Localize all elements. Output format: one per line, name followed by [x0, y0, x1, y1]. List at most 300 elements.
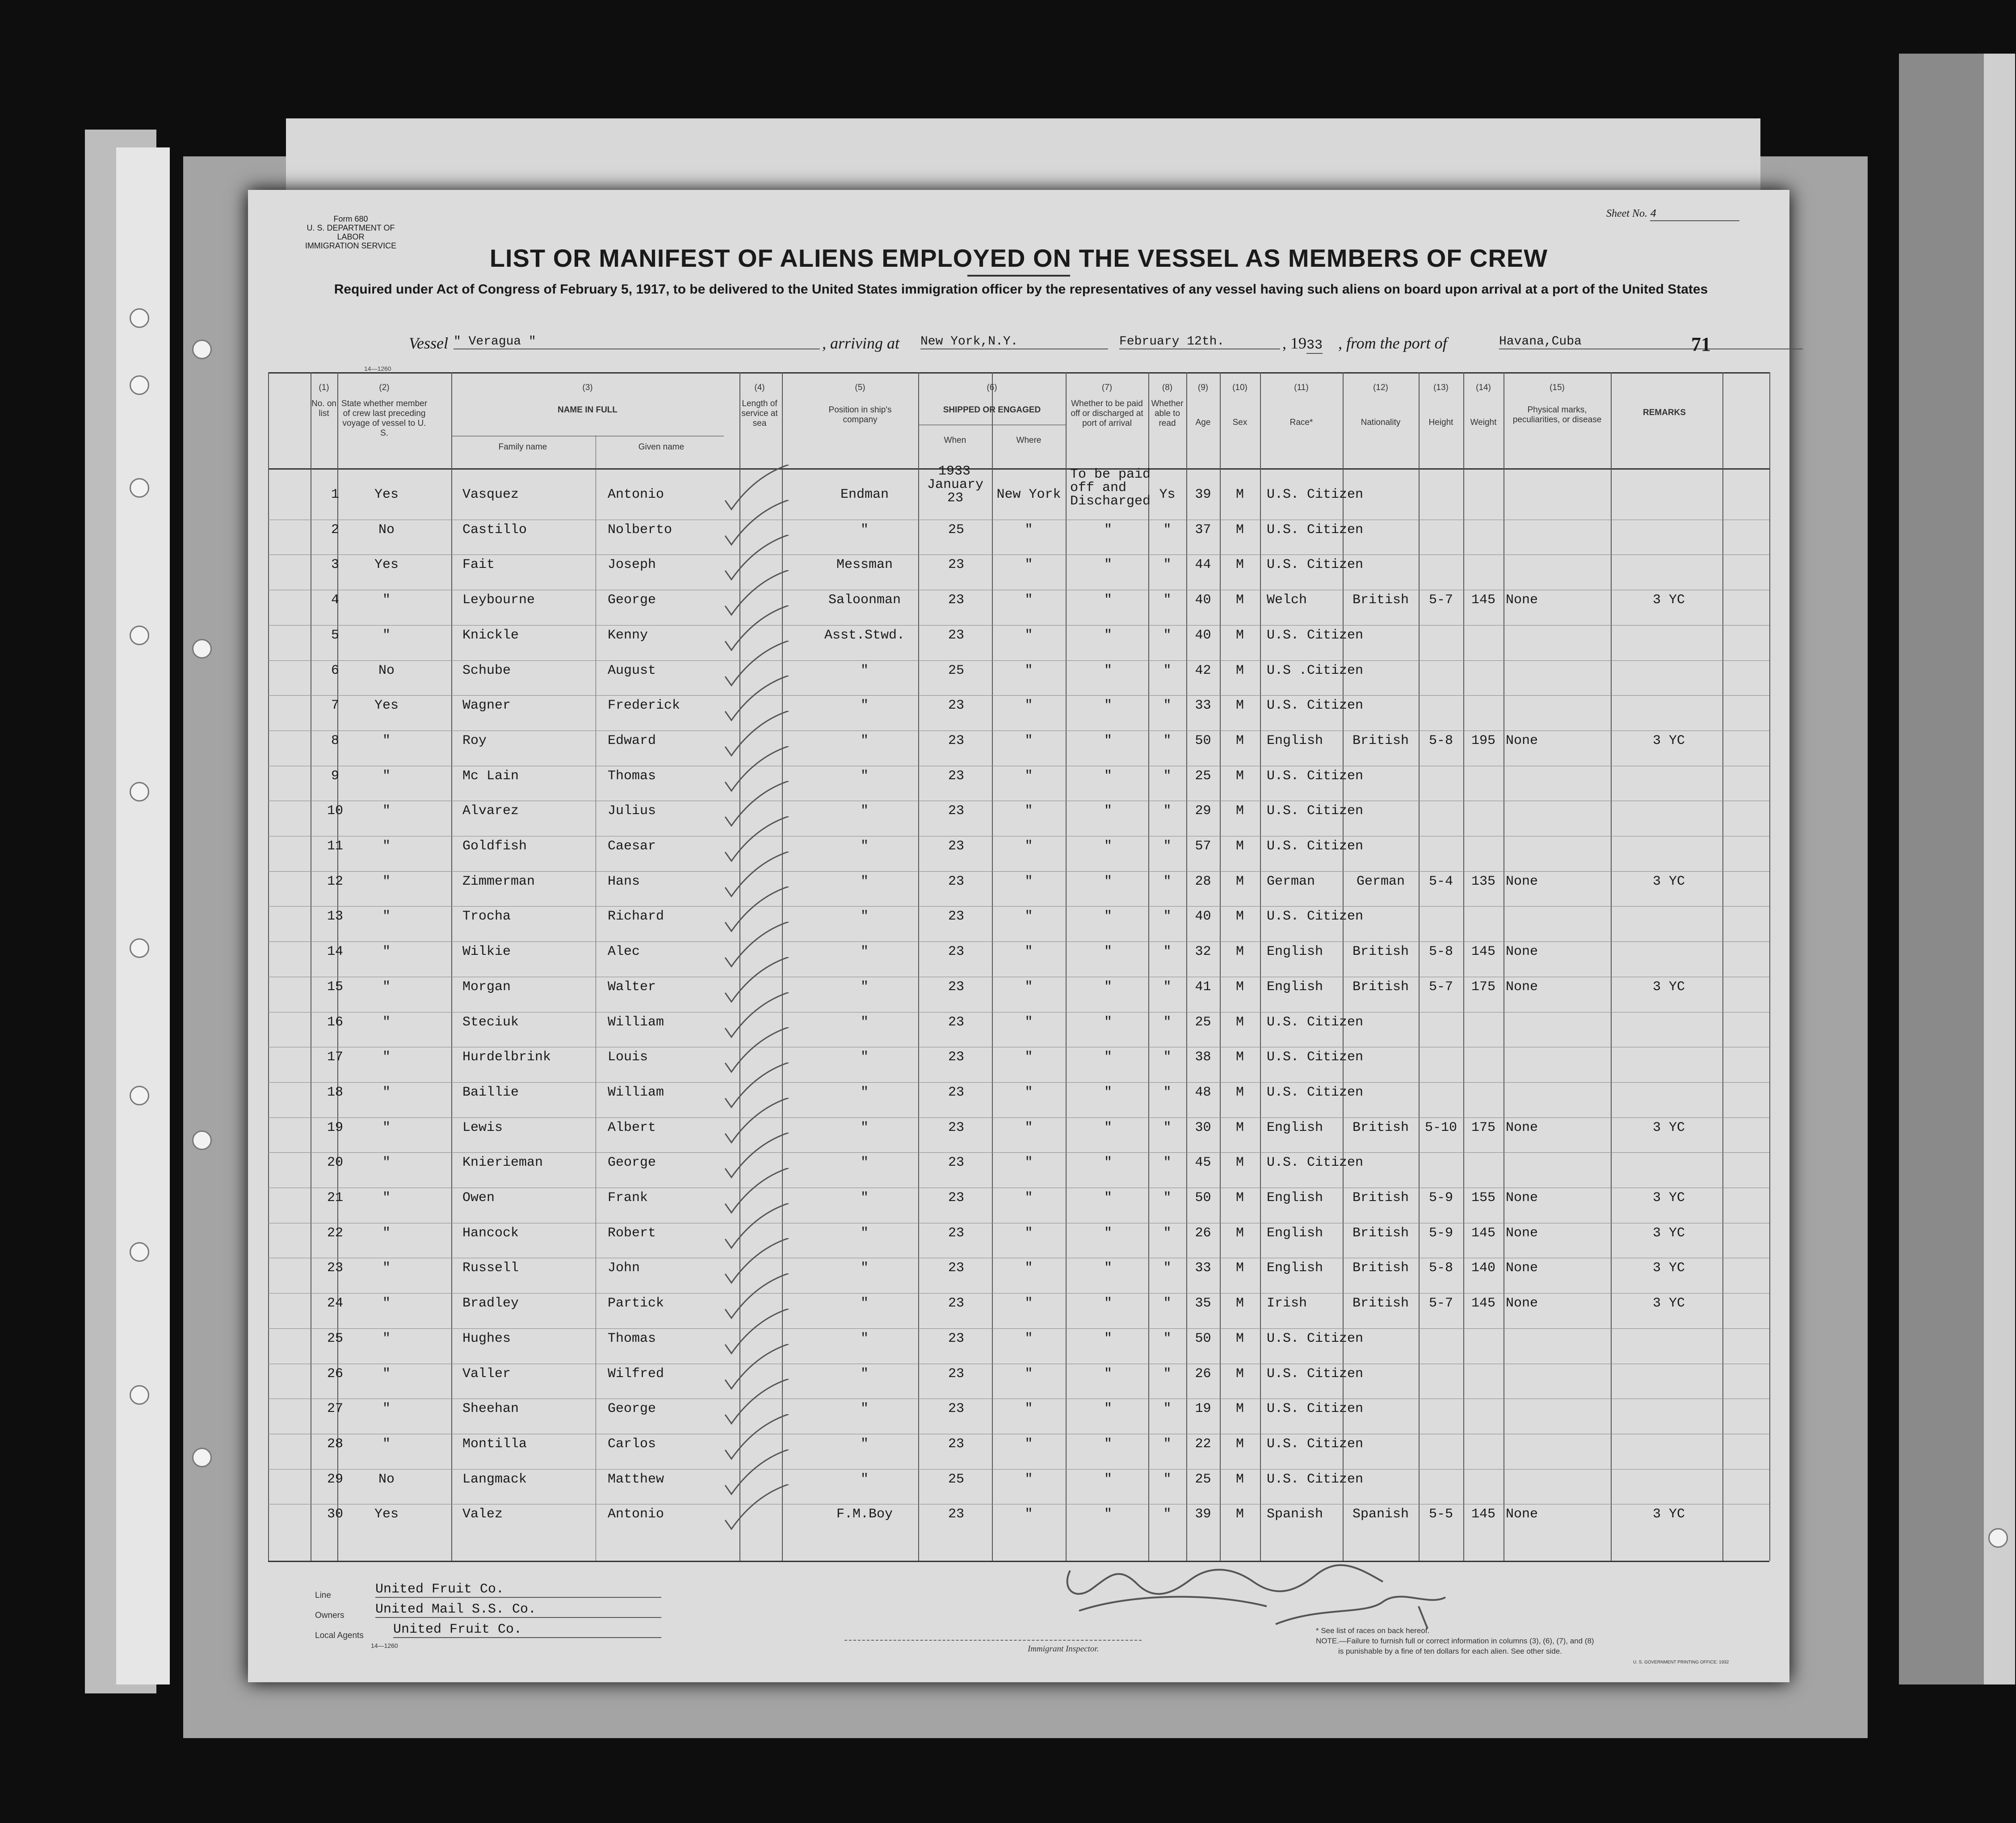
cell-prev: No — [378, 1471, 395, 1487]
cell-read: " — [1163, 1331, 1172, 1346]
cell-family: Hughes — [462, 1331, 511, 1346]
cell-sex: M — [1235, 1260, 1244, 1276]
cell-height: 5-7 — [1428, 979, 1453, 995]
cell-sex: M — [1235, 1084, 1244, 1100]
cell-read: " — [1163, 557, 1172, 573]
col4-number: (4) — [754, 383, 765, 392]
cell-prev: " — [382, 1050, 391, 1065]
cell-no: 13 — [327, 909, 343, 924]
cell-no: 8 — [331, 733, 339, 748]
cell-prev: " — [382, 1436, 391, 1452]
cell-weight: 155 — [1471, 1190, 1495, 1206]
cell-when: 25 — [948, 663, 964, 678]
cell-paid: " — [1104, 1401, 1112, 1417]
cell-no: 30 — [327, 1507, 343, 1522]
cell-nationality: British — [1352, 1260, 1409, 1276]
cell-where: " — [1025, 592, 1033, 608]
col4-label: Length of service at sea — [741, 399, 778, 428]
cell-read: " — [1163, 522, 1172, 538]
punch-hole — [192, 340, 212, 359]
cell-given: Alec — [608, 944, 640, 960]
cell-age: 30 — [1195, 1120, 1211, 1135]
cell-where: New York — [996, 487, 1061, 502]
table-row — [248, 628, 1789, 663]
col14-number: (14) — [1476, 383, 1491, 392]
table-row — [248, 1507, 1789, 1542]
arrival-year: , 1933 — [1282, 334, 1323, 353]
cell-age: 33 — [1195, 698, 1211, 714]
cell-paid: " — [1104, 1190, 1112, 1206]
col11-label: Race* — [1289, 418, 1313, 427]
cell-position: Asst.Stwd. — [824, 627, 905, 643]
punch-hole — [1988, 1528, 2008, 1548]
cell-given: Antonio — [608, 1507, 664, 1522]
row1-when-year: 1933 — [938, 464, 971, 479]
cell-height: 5-7 — [1428, 592, 1453, 608]
binder-right-strip — [1899, 54, 1988, 1684]
cell-age: 33 — [1195, 1260, 1211, 1276]
cell-no: 16 — [327, 1014, 343, 1030]
cell-paid: " — [1104, 1366, 1112, 1382]
row1-discharge-line1: To be paid — [1070, 467, 1151, 482]
cell-prev: " — [382, 1190, 391, 1206]
agents-label: Local Agents — [315, 1631, 364, 1640]
cell-race: U.S. Citizen — [1267, 1366, 1364, 1382]
cell-sex: M — [1235, 1471, 1244, 1487]
cell-marks: None — [1506, 592, 1538, 608]
cell-no: 4 — [331, 592, 339, 608]
cell-paid: " — [1104, 1084, 1112, 1100]
table-row — [248, 874, 1789, 909]
cell-position: " — [860, 1225, 869, 1241]
cell-given: John — [608, 1260, 640, 1276]
cell-given: Louis — [608, 1050, 648, 1065]
cell-family: Wilkie — [462, 944, 511, 960]
col9-number: (9) — [1197, 383, 1209, 392]
punch-hole — [130, 1385, 149, 1405]
cell-remarks: 3 YC — [1652, 1260, 1685, 1276]
col14-header — [1463, 383, 1504, 428]
cell-position: " — [860, 909, 869, 924]
cell-no: 27 — [327, 1401, 343, 1417]
cell-paid: " — [1104, 909, 1112, 924]
underlying-page-2 — [286, 118, 1760, 199]
table-row — [248, 1366, 1789, 1402]
cell-when: 23 — [948, 1155, 964, 1171]
cell-position: " — [860, 1401, 869, 1417]
cell-where: " — [1025, 1331, 1033, 1346]
cell-given: Albert — [608, 1120, 656, 1135]
cell-prev: No — [378, 663, 395, 678]
cell-read: " — [1163, 768, 1172, 784]
col2-label: State whether member of crew last preceding voyage of vessel to U. S. — [341, 399, 428, 438]
cell-nationality: British — [1352, 1120, 1409, 1135]
cell-position: " — [860, 944, 869, 960]
cell-age: 25 — [1195, 768, 1211, 784]
cell-nationality: British — [1352, 592, 1409, 608]
cell-position: " — [860, 1260, 869, 1276]
cell-race: U.S. Citizen — [1267, 1471, 1364, 1487]
cell-family: Montilla — [462, 1436, 527, 1452]
col3-header — [451, 383, 724, 415]
cell-race: U.S. Citizen — [1267, 839, 1364, 854]
cell-family: Goldfish — [462, 839, 527, 854]
table-row — [248, 592, 1789, 628]
cell-no: 3 — [331, 557, 339, 573]
cell-prev: " — [382, 944, 391, 960]
table-row — [248, 1015, 1789, 1050]
cell-paid: " — [1104, 1331, 1112, 1346]
cell-read: " — [1163, 698, 1172, 714]
cell-age: 42 — [1195, 663, 1211, 678]
col3-family-header: Family name — [498, 442, 547, 452]
year-prefix: 19 — [1290, 334, 1306, 352]
col5-number: (5) — [855, 383, 865, 392]
cell-given: Caesar — [608, 839, 656, 854]
cell-paid: " — [1104, 839, 1112, 854]
cell-given: Antonio — [608, 487, 664, 502]
cell-when: 23 — [948, 698, 964, 714]
cell-family: Baillie — [462, 1084, 519, 1100]
col7-number: (7) — [1101, 383, 1113, 392]
cell-nationality: British — [1352, 733, 1409, 748]
cell-marks: None — [1506, 944, 1538, 960]
cell-age: 28 — [1195, 874, 1211, 889]
cell-given: Carlos — [608, 1436, 656, 1452]
cell-nationality: British — [1352, 979, 1409, 995]
cell-position: " — [860, 768, 869, 784]
cell-no: 14 — [327, 944, 343, 960]
cell-position: " — [860, 733, 869, 748]
cell-given: Hans — [608, 874, 640, 889]
vessel-name: " Veragua " — [454, 335, 820, 349]
col2-number: (2) — [379, 383, 390, 392]
cell-paid: " — [1104, 1471, 1112, 1487]
cell-position: " — [860, 1366, 869, 1382]
cell-given: Matthew — [608, 1471, 664, 1487]
cell-race: U.S. Citizen — [1267, 1155, 1364, 1171]
cell-given: Edward — [608, 733, 656, 748]
cell-sex: M — [1235, 1120, 1244, 1135]
cell-when: 23 — [948, 557, 964, 573]
cell-given: Walter — [608, 979, 656, 995]
cell-no: 12 — [327, 874, 343, 889]
cell-age: 26 — [1195, 1366, 1211, 1382]
cell-family: Valler — [462, 1366, 511, 1382]
cell-sex: M — [1235, 1190, 1244, 1206]
cell-age: 45 — [1195, 1155, 1211, 1171]
table-row — [248, 979, 1789, 1015]
department-name: U. S. DEPARTMENT OF LABOR — [307, 223, 395, 241]
cell-prev: " — [382, 1401, 391, 1417]
cell-no: 18 — [327, 1084, 343, 1100]
cell-when: 23 — [948, 1014, 964, 1030]
cell-nationality: British — [1352, 1190, 1409, 1206]
cell-race: U.S. Citizen — [1267, 1050, 1364, 1065]
cell-age: 40 — [1195, 627, 1211, 643]
cell-when: 23 — [948, 839, 964, 854]
cell-race: U.S. Citizen — [1267, 487, 1364, 502]
cell-no: 1 — [331, 487, 339, 502]
cell-prev: Yes — [374, 557, 399, 573]
cell-height: 5-4 — [1428, 874, 1453, 889]
col7-header — [1066, 383, 1148, 428]
cell-age: 25 — [1195, 1471, 1211, 1487]
cell-prev: " — [382, 1331, 391, 1346]
cell-race: English — [1267, 1190, 1323, 1206]
cell-prev: " — [382, 1155, 391, 1171]
cell-age: 48 — [1195, 1084, 1211, 1100]
cell-when: 23 — [948, 909, 964, 924]
punch-hole — [130, 626, 149, 645]
col15-header — [1504, 383, 1611, 425]
cell-when: 23 — [948, 1366, 964, 1382]
cell-no: 26 — [327, 1366, 343, 1382]
cell-when: 23 — [948, 768, 964, 784]
cell-read: " — [1163, 1084, 1172, 1100]
cell-position: " — [860, 522, 869, 538]
cell-family: Mc Lain — [462, 768, 519, 784]
cell-marks: None — [1506, 979, 1538, 995]
cell-no: 15 — [327, 979, 343, 995]
cell-sex: M — [1235, 839, 1244, 854]
cell-age: 35 — [1195, 1296, 1211, 1311]
cell-position: " — [860, 979, 869, 995]
inspector-label: Immigrant Inspector. — [1028, 1644, 1099, 1654]
cell-family: Bradley — [462, 1296, 519, 1311]
line-value: United Fruit Co. — [375, 1582, 661, 1598]
cell-where: " — [1025, 698, 1033, 714]
col7-label: Whether to be paid off or discharged at port of arrival — [1071, 399, 1143, 428]
cell-sex: M — [1235, 522, 1244, 538]
col15-label: Physical marks, peculiarities, or disease — [1512, 405, 1602, 424]
cell-sex: M — [1235, 874, 1244, 889]
cell-remarks: 3 YC — [1652, 1190, 1685, 1206]
cell-marks: None — [1506, 1225, 1538, 1241]
cell-weight: 145 — [1471, 592, 1495, 608]
cell-paid: " — [1104, 1296, 1112, 1311]
cell-position: " — [860, 698, 869, 714]
cell-when: 23 — [948, 1296, 964, 1311]
cell-weight: 145 — [1471, 944, 1495, 960]
cell-position: " — [860, 839, 869, 854]
cell-read: Ys — [1159, 487, 1176, 502]
cell-position: " — [860, 1050, 869, 1065]
punch-hole — [130, 938, 149, 958]
cell-prev: " — [382, 1084, 391, 1100]
cell-sex: M — [1235, 1401, 1244, 1417]
cell-when: 25 — [948, 522, 964, 538]
cell-given: Joseph — [608, 557, 656, 573]
cell-age: 25 — [1195, 1014, 1211, 1030]
cell-prev: Yes — [374, 487, 399, 502]
cell-read: " — [1163, 944, 1172, 960]
cell-when: 23 — [948, 627, 964, 643]
cell-where: " — [1025, 909, 1033, 924]
cell-prev: " — [382, 1366, 391, 1382]
cell-given: August — [608, 663, 656, 678]
cell-position: " — [860, 1190, 869, 1206]
sheet-number: 4 — [1650, 208, 1739, 221]
cell-read: " — [1163, 1296, 1172, 1311]
table-bottom-rule — [268, 1561, 1769, 1562]
cell-age: 29 — [1195, 803, 1211, 819]
cell-when: 23 — [948, 874, 964, 889]
cell-paid: " — [1104, 1436, 1112, 1452]
table-row — [248, 1226, 1789, 1261]
cell-where: " — [1025, 1401, 1033, 1417]
cell-where: " — [1025, 1084, 1033, 1100]
cell-read: " — [1163, 1436, 1172, 1452]
cell-marks: None — [1506, 1120, 1538, 1135]
cell-nationality: Spanish — [1352, 1507, 1409, 1522]
cell-position: " — [860, 1331, 869, 1346]
line-label: Line — [315, 1591, 331, 1600]
cell-given: Wilfred — [608, 1366, 664, 1382]
cell-no: 17 — [327, 1050, 343, 1065]
col16-header — [1611, 383, 1718, 418]
col2-header — [337, 383, 431, 438]
cell-weight: 145 — [1471, 1507, 1495, 1522]
cell-where: " — [1025, 522, 1033, 538]
cell-race: U.S. Citizen — [1267, 522, 1364, 538]
cell-family: Sheehan — [462, 1401, 519, 1417]
col6-where-header: Where — [1016, 436, 1042, 445]
cell-where: " — [1025, 1120, 1033, 1135]
cell-age: 19 — [1195, 1401, 1211, 1417]
cell-nationality: British — [1352, 944, 1409, 960]
cell-where: " — [1025, 1050, 1033, 1065]
from-port: Havana,Cuba — [1499, 335, 1803, 349]
cell-race: U.S. Citizen — [1267, 1014, 1364, 1030]
table-row — [248, 909, 1789, 944]
cell-sex: M — [1235, 733, 1244, 748]
table-row — [248, 1155, 1789, 1190]
cell-given: Thomas — [608, 1331, 656, 1346]
cell-marks: None — [1506, 1190, 1538, 1206]
cell-prev: " — [382, 979, 391, 995]
cell-sex: M — [1235, 1050, 1244, 1065]
cell-weight: 195 — [1471, 733, 1495, 748]
cell-weight: 175 — [1471, 1120, 1495, 1135]
col15-number: (15) — [1550, 383, 1565, 392]
cell-position: " — [860, 1014, 869, 1030]
cell-prev: " — [382, 874, 391, 889]
cell-sex: M — [1235, 1225, 1244, 1241]
table-row — [248, 1472, 1789, 1507]
cell-height: 5-9 — [1428, 1225, 1453, 1241]
cell-prev: " — [382, 1296, 391, 1311]
cell-race: English — [1267, 944, 1323, 960]
col4-header — [739, 383, 780, 428]
cell-sex: M — [1235, 944, 1244, 960]
cell-race: U.S. Citizen — [1267, 768, 1364, 784]
cell-remarks: 3 YC — [1652, 1225, 1685, 1241]
arrival-date: February 12th. — [1119, 335, 1280, 349]
cell-race: English — [1267, 733, 1323, 748]
cell-family: Steciuk — [462, 1014, 519, 1030]
cell-read: " — [1163, 1014, 1172, 1030]
cell-where: " — [1025, 1190, 1033, 1206]
service-name: IMMIGRATION SERVICE — [305, 241, 397, 250]
cell-given: George — [608, 1401, 656, 1417]
cell-paid: " — [1104, 1155, 1112, 1171]
cell-sex: M — [1235, 557, 1244, 573]
cell-race: U.S. Citizen — [1267, 1331, 1364, 1346]
cell-position: " — [860, 874, 869, 889]
cell-age: 41 — [1195, 979, 1211, 995]
cell-no: 20 — [327, 1155, 343, 1171]
col6-header — [918, 383, 1066, 415]
col1-number: (1) — [319, 383, 329, 392]
cell-position: Messman — [836, 557, 893, 573]
cell-given: William — [608, 1014, 664, 1030]
table-row — [248, 839, 1789, 874]
cell-family: Alvarez — [462, 803, 519, 819]
penalty-note-2: is punishable by a fine of ten dollars for each alien. See other side. — [1338, 1647, 1562, 1655]
manifest-sheet — [248, 190, 1789, 1682]
cell-no: 10 — [327, 803, 343, 819]
cell-sex: M — [1235, 979, 1244, 995]
cell-height: 5-9 — [1428, 1190, 1453, 1206]
cell-prev: " — [382, 627, 391, 643]
printer-imprint: U. S. GOVERNMENT PRINTING OFFICE: 1932 — [1633, 1660, 1729, 1665]
sheet-label: Sheet No. — [1606, 208, 1647, 219]
punch-hole — [192, 1448, 212, 1467]
cell-prev: " — [382, 733, 391, 748]
cell-nationality: German — [1356, 874, 1405, 889]
agents-code: 14—1260 — [371, 1642, 398, 1649]
cell-no: 19 — [327, 1120, 343, 1135]
cell-position: " — [860, 1084, 869, 1100]
col3-number: (3) — [582, 383, 593, 392]
cell-paid: " — [1104, 1050, 1112, 1065]
cell-height: 5-8 — [1428, 1260, 1453, 1276]
cell-read: " — [1163, 627, 1172, 643]
punch-hole — [130, 1086, 149, 1105]
cell-age: 40 — [1195, 592, 1211, 608]
cell-marks: None — [1506, 874, 1538, 889]
cell-prev: " — [382, 839, 391, 854]
cell-race: U.S. Citizen — [1267, 803, 1364, 819]
col16-label: REMARKS — [1642, 408, 1686, 417]
cell-where: " — [1025, 1436, 1033, 1452]
cell-read: " — [1163, 874, 1172, 889]
table-row — [248, 1401, 1789, 1437]
col10-label: Sex — [1232, 418, 1247, 427]
col12-header — [1343, 383, 1419, 428]
cell-paid: " — [1104, 663, 1112, 678]
cell-position: " — [860, 1296, 869, 1311]
cell-where: " — [1025, 1366, 1033, 1382]
cell-family: Hancock — [462, 1225, 519, 1241]
cell-paid: " — [1104, 733, 1112, 748]
cell-paid: " — [1104, 979, 1112, 995]
cell-race: Irish — [1267, 1296, 1307, 1311]
table-row — [248, 487, 1789, 522]
cell-weight: 145 — [1471, 1296, 1495, 1311]
table-row — [248, 1050, 1789, 1085]
cell-race: Welch — [1267, 592, 1307, 608]
cell-remarks: 3 YC — [1652, 733, 1685, 748]
arriving-label: , arriving at — [822, 334, 900, 352]
table-row — [248, 698, 1789, 733]
cell-race: U.S. Citizen — [1267, 1436, 1364, 1452]
table-row — [248, 733, 1789, 769]
cell-no: 11 — [327, 839, 343, 854]
cell-when: 23 — [948, 1331, 964, 1346]
col1-label: No. on list — [311, 399, 336, 418]
